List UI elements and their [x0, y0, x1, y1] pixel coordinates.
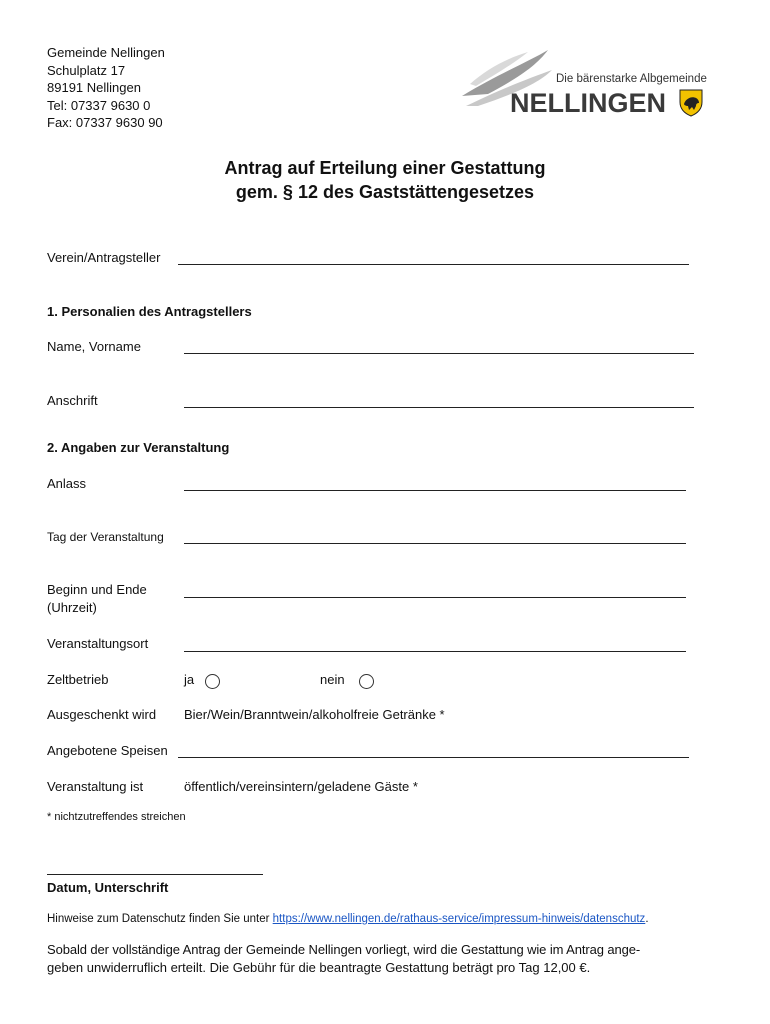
anlass-field[interactable] [184, 490, 686, 491]
veranstaltung-ist-value: öffentlich/vereinsintern/geladene Gäste * [184, 779, 418, 794]
ausgeschenkt-label: Ausgeschenkt wird [47, 707, 157, 722]
zelt-nein-label: nein [320, 672, 345, 687]
name-label: Name, Vorname [47, 339, 141, 354]
anschrift-field[interactable] [184, 407, 694, 408]
closing-line-1: Sobald der vollständige Antrag der Gemeinde Nellingen vorliegt, wird die Gestattung wie im Antrag ange- [47, 942, 641, 957]
beginn-label-line-1: Beginn und Ende [47, 582, 147, 597]
logo-name: NELLINGEN [510, 88, 667, 118]
ort-field[interactable] [184, 651, 686, 652]
logo-swoosh-icon [458, 44, 718, 120]
radio-circle-icon [359, 674, 374, 689]
document-title [0, 156, 770, 204]
title-line-2: gem. § 12 des Gaststättengesetzes [235, 182, 535, 202]
zelt-ja-radio[interactable] [205, 673, 220, 691]
address-block [47, 44, 165, 132]
ort-label: Veranstaltungsort [47, 636, 149, 651]
veranstaltung-ist-label: Veranstaltung ist [47, 779, 144, 794]
tag-field[interactable] [184, 543, 686, 544]
bear-shield-icon [680, 90, 702, 116]
section-2-heading: 2. Angaben zur Veranstaltung [47, 440, 230, 455]
beginn-field[interactable] [184, 597, 686, 598]
zelt-ja-label: ja [184, 672, 195, 687]
privacy-note [47, 913, 649, 925]
anschrift-label: Anschrift [47, 393, 98, 408]
closing-paragraph [47, 941, 727, 977]
zelt-label: Zeltbetrieb [47, 672, 109, 687]
nellingen-logo [458, 44, 718, 120]
title-line-1: Antrag auf Erteilung einer Gestattung [224, 158, 546, 178]
verein-field[interactable] [178, 264, 689, 265]
address-tel: Tel: 07337 9630 0 [47, 97, 151, 113]
anlass-label: Anlass [47, 476, 87, 491]
zelt-nein-radio[interactable] [359, 673, 374, 691]
tag-label: Tag der Veranstaltung [47, 530, 164, 544]
signature-field[interactable] [47, 874, 263, 875]
name-field[interactable] [184, 353, 694, 354]
section-1-heading: 1. Personalien des Antragstellers [47, 304, 252, 319]
speisen-label: Angebotene Speisen [47, 743, 168, 758]
privacy-end: . [645, 913, 649, 925]
beginn-label-line-2: (Uhrzeit) [47, 600, 97, 615]
verein-label: Verein/Antragsteller [47, 250, 161, 265]
address-line-2: Schulplatz 17 [47, 62, 126, 78]
radio-circle-icon [205, 674, 220, 689]
footnote: * nichtzutreffendes streichen [47, 811, 186, 823]
privacy-text: Hinweise zum Datenschutz finden Sie unter [47, 913, 273, 925]
address-line-3: 89191 Nellingen [47, 80, 141, 95]
closing-line-2: geben unwiderruflich erteilt. Die Gebühr für die beantragte Gestattung beträgt pro Tag 12,00 €. [47, 960, 591, 975]
privacy-link[interactable]: https://www.nellingen.de/rathaus-service/impressum-hinweis/datenschutz [272, 913, 646, 925]
address-line-1: Gemeinde Nellingen [47, 45, 165, 60]
logo-tagline: Die bärenstarke Albgemeinde [556, 73, 707, 85]
signature-label: Datum, Unterschrift [47, 880, 169, 895]
address-fax: Fax: 07337 9630 90 [47, 115, 163, 130]
speisen-field[interactable] [178, 757, 689, 758]
ausgeschenkt-value: Bier/Wein/Branntwein/alkoholfreie Getränke * [184, 707, 445, 722]
